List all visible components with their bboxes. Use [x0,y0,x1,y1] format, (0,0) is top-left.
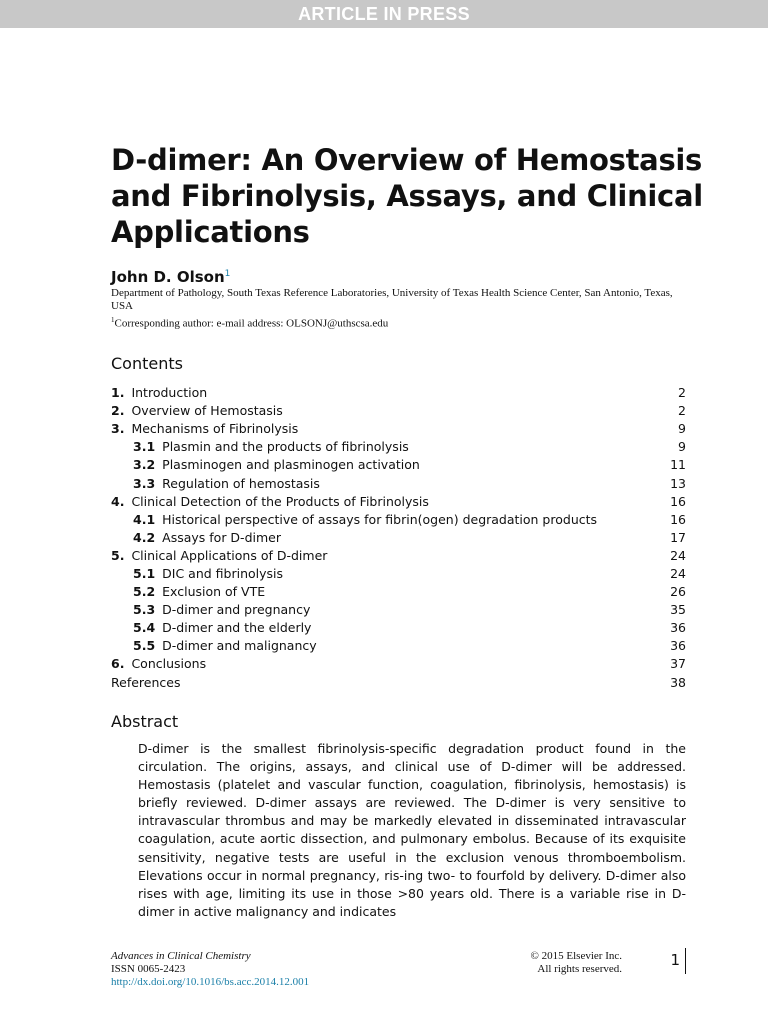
corresponding-text: Corresponding author: e-mail address: OLSONJ@uthscsa.edu [114,317,389,330]
toc-entry[interactable] [111,601,686,619]
toc-entry-number: 3.2 [133,457,156,473]
copyright-line: © 2015 Elsevier Inc. [530,950,622,962]
toc-entry-number: 1. [111,385,125,401]
toc-entry-label: Clinical Detection of the Products of Fibrinolysis [131,493,429,509]
toc-entry[interactable] [111,619,686,637]
toc-entry-label: Clinical Applications of D-dimer [131,547,328,563]
author-line [111,264,230,287]
toc-entry-label: Exclusion of VTE [162,584,266,600]
toc-entry-number: 4. [111,493,125,509]
toc-entry-page: 36 [670,638,686,654]
toc-entry-number: 5.1 [133,565,156,581]
article-in-press-banner: ARTICLE IN PRESS [0,0,768,28]
abstract-text: D-dimer is the smallest fibrinolysis-specific degradation product found in the circulation. The origins, assays, and clinical use of D-dimer will be addressed. Hemostasis (platelet and vascular function, coagulation, fibrinolysis, hemostasis) is briefly reviewed. D-dimer assays are reviewed. The D-dimer is very sensitive to intravascular thrombus and may be markedly elevated in disseminated intravascular coagulation, acute aortic dissection, and pulmonary embolus. Because of its exquisite sensitivity, negative tests are useful in the exclusion venous thromboembolism. Elevations occur in normal pregnancy, ris-ing two- to fourfold by delivery. D-dimer also rises with age, limiting its use in those >80 years old. There is a variable rise in D-dimer in active malignancy and indicates [138,741,686,919]
toc-entry-page: 24 [670,547,686,563]
toc-entry-page: 24 [670,565,686,581]
toc-entry-number: 5.4 [133,620,156,636]
toc-entry[interactable] [111,474,686,492]
toc-entry-label: Historical perspective of assays for fibrin(ogen) degradation products [162,511,598,527]
toc-entry[interactable] [111,655,686,673]
toc-entry-page: 2 [678,403,686,419]
toc-entry-page: 38 [670,674,686,690]
toc-entry[interactable] [111,384,686,402]
corresponding-author [111,314,388,331]
toc-entry-label: Introduction [131,385,208,401]
toc-entry-page: 16 [670,511,686,527]
toc-entry[interactable] [111,420,686,438]
toc-entry-number: 5.3 [133,602,156,618]
toc-entry-number: 5.5 [133,638,156,654]
toc-entry-label: DIC and fibrinolysis [162,565,284,581]
toc-entry-number: 5.2 [133,584,156,600]
page-number: 1 [670,951,680,969]
toc-entry-label: References [111,674,181,690]
corresponding-marker: 1 [111,316,115,324]
toc-entry[interactable] [111,402,686,420]
affiliation: Department of Pathology, South Texas Reference Laboratories, University of Texas Health Science Center, San Antonio, Texas, USA [111,287,673,312]
toc-entry-label: Overview of Hemostasis [131,403,283,419]
toc-entry-page: 9 [678,421,686,437]
toc-entry-label: Regulation of hemostasis [162,475,320,491]
author-name: John D. Olson [111,268,225,286]
toc-entry[interactable] [111,529,686,547]
toc-entry-page: 16 [670,493,686,509]
toc-entry-number: 5. [111,547,125,563]
toc-entry-number: 3.1 [133,439,156,455]
toc-entry-number: 4.1 [133,511,156,527]
toc-entry[interactable] [111,565,686,583]
toc-entry-page: 11 [670,457,686,473]
toc-entry-label: D-dimer and malignancy [162,638,317,654]
toc-entry-page: 2 [678,385,686,401]
footer-journal-info [111,950,309,989]
toc-entry-label: D-dimer and pregnancy [162,602,311,618]
toc-entry-label: Mechanisms of Fibrinolysis [131,421,299,437]
toc-entry[interactable] [111,438,686,456]
rights-line: All rights reserved. [537,963,622,975]
toc-entry-page: 37 [670,656,686,672]
footer-copyright [480,950,622,976]
toc-entry-number: 2. [111,403,125,419]
author-footnote-marker[interactable]: 1 [224,269,231,279]
page-number-rule [685,948,686,974]
toc-entry-page: 13 [670,475,686,491]
toc-entry-label: Plasmin and the products of fibrinolysis [162,439,409,455]
toc-entry[interactable] [111,637,686,655]
toc-entry-page: 17 [670,529,686,545]
table-of-contents [111,384,686,692]
toc-entry[interactable] [111,511,686,529]
toc-entry[interactable] [111,547,686,565]
toc-entry[interactable] [111,493,686,511]
toc-entry-number: 3. [111,421,125,437]
toc-entry-label: Plasminogen and plasminogen activation [162,457,420,473]
toc-entry-page: 36 [670,620,686,636]
toc-entry-number: 6. [111,656,125,672]
toc-entry-number: 3.3 [133,475,156,491]
toc-entry-label: Assays for D-dimer [162,529,281,545]
toc-entry-page: 35 [670,602,686,618]
abstract-heading: Abstract [111,712,179,731]
toc-entry-page: 9 [678,439,686,455]
toc-entry-label: D-dimer and the elderly [162,620,312,636]
toc-entry[interactable] [111,456,686,474]
toc-entry[interactable] [111,583,686,601]
toc-entry-label: Conclusions [131,656,207,672]
journal-name: Advances in Clinical Chemistry [111,950,251,962]
issn: ISSN 0065-2423 [111,963,186,975]
doi-link[interactable]: http://dx.doi.org/10.1016/bs.acc.2014.12.001 [111,976,310,988]
article-title: D-dimer: An Overview of Hemostasis and Fibrinolysis, Assays, and Clinical Applications [111,143,703,249]
toc-entry-page: 26 [670,584,686,600]
contents-heading: Contents [111,354,183,373]
toc-entry[interactable] [111,674,686,692]
toc-entry-number: 4.2 [133,529,156,545]
